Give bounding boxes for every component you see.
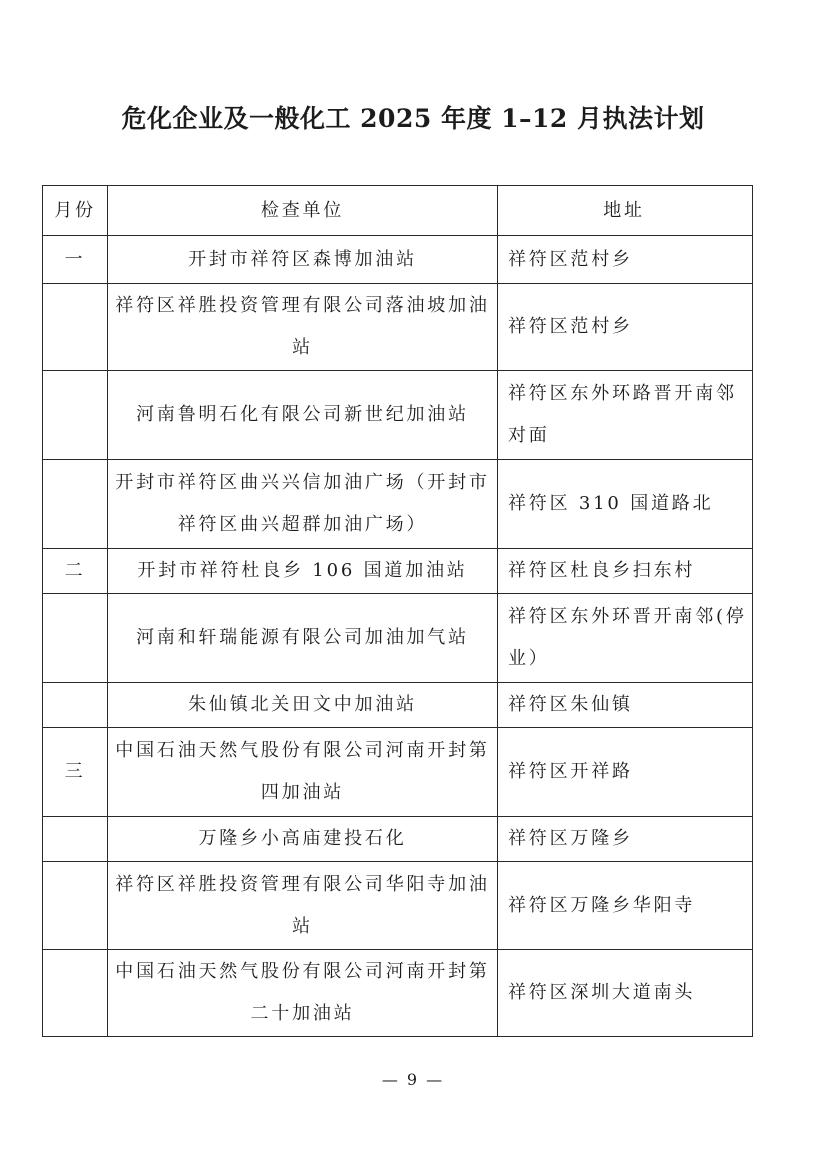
month-cell: 二 bbox=[43, 549, 108, 594]
table-row bbox=[43, 817, 753, 862]
inspected-unit-cell: 祥符区祥胜投资管理有限公司落油坡加油站 bbox=[108, 284, 498, 371]
month-cell bbox=[43, 817, 108, 862]
month-cell bbox=[43, 950, 108, 1037]
month-cell bbox=[43, 683, 108, 728]
inspected-unit-cell: 河南鲁明石化有限公司新世纪加油站 bbox=[108, 371, 498, 460]
table-header-row bbox=[43, 186, 753, 236]
table-row bbox=[43, 284, 753, 371]
address-cell: 祥符区范村乡 bbox=[498, 236, 753, 284]
enforcement-plan-table bbox=[42, 185, 753, 1037]
page-title: 危化企业及一般化工 2025 年度 1–12 月执法计划 bbox=[121, 104, 705, 133]
address-cell: 祥符区万隆乡 bbox=[498, 817, 753, 862]
table-row bbox=[43, 683, 753, 728]
address-cell: 祥符区 310 国道路北 bbox=[498, 460, 753, 549]
month-cell bbox=[43, 460, 108, 549]
table-row bbox=[43, 728, 753, 817]
address-cell: 祥符区范村乡 bbox=[498, 284, 753, 371]
month-cell: 三 bbox=[43, 728, 108, 817]
address-cell: 祥符区朱仙镇 bbox=[498, 683, 753, 728]
header-month: 月份 bbox=[43, 186, 108, 236]
header-inspected-unit: 检查单位 bbox=[108, 186, 498, 236]
inspected-unit-cell: 开封市祥符区曲兴兴信加油广场（开封市祥符区曲兴超群加油广场） bbox=[108, 460, 498, 549]
address-cell: 祥符区万隆乡华阳寺 bbox=[498, 862, 753, 950]
table-row bbox=[43, 371, 753, 460]
month-cell bbox=[43, 594, 108, 683]
table-row bbox=[43, 549, 753, 594]
address-cell: 祥符区东外环晋开南邻(停业） bbox=[498, 594, 753, 683]
address-cell: 祥符区开祥路 bbox=[498, 728, 753, 817]
address-cell: 祥符区东外环路晋开南邻对面 bbox=[498, 371, 753, 460]
inspected-unit-cell: 开封市祥符区森博加油站 bbox=[108, 236, 498, 284]
inspected-unit-cell: 中国石油天然气股份有限公司河南开封第二十加油站 bbox=[108, 950, 498, 1037]
inspected-unit-cell: 开封市祥符杜良乡 106 国道加油站 bbox=[108, 549, 498, 594]
header-address: 地址 bbox=[498, 186, 753, 236]
table-row bbox=[43, 236, 753, 284]
month-cell bbox=[43, 862, 108, 950]
inspected-unit-cell: 河南和轩瑞能源有限公司加油加气站 bbox=[108, 594, 498, 683]
table-row bbox=[43, 594, 753, 683]
address-cell: 祥符区杜良乡扫东村 bbox=[498, 549, 753, 594]
table-row bbox=[43, 862, 753, 950]
inspected-unit-cell: 祥符区祥胜投资管理有限公司华阳寺加油站 bbox=[108, 862, 498, 950]
month-cell bbox=[43, 371, 108, 460]
month-cell: 一 bbox=[43, 236, 108, 284]
table-row bbox=[43, 460, 753, 549]
address-cell: 祥符区深圳大道南头 bbox=[498, 950, 753, 1037]
inspected-unit-cell: 朱仙镇北关田文中加油站 bbox=[108, 683, 498, 728]
page-number: — 9 — bbox=[381, 1070, 445, 1089]
month-cell bbox=[43, 284, 108, 371]
inspected-unit-cell: 中国石油天然气股份有限公司河南开封第四加油站 bbox=[108, 728, 498, 817]
inspected-unit-cell: 万隆乡小高庙建投石化 bbox=[108, 817, 498, 862]
table-row bbox=[43, 950, 753, 1037]
